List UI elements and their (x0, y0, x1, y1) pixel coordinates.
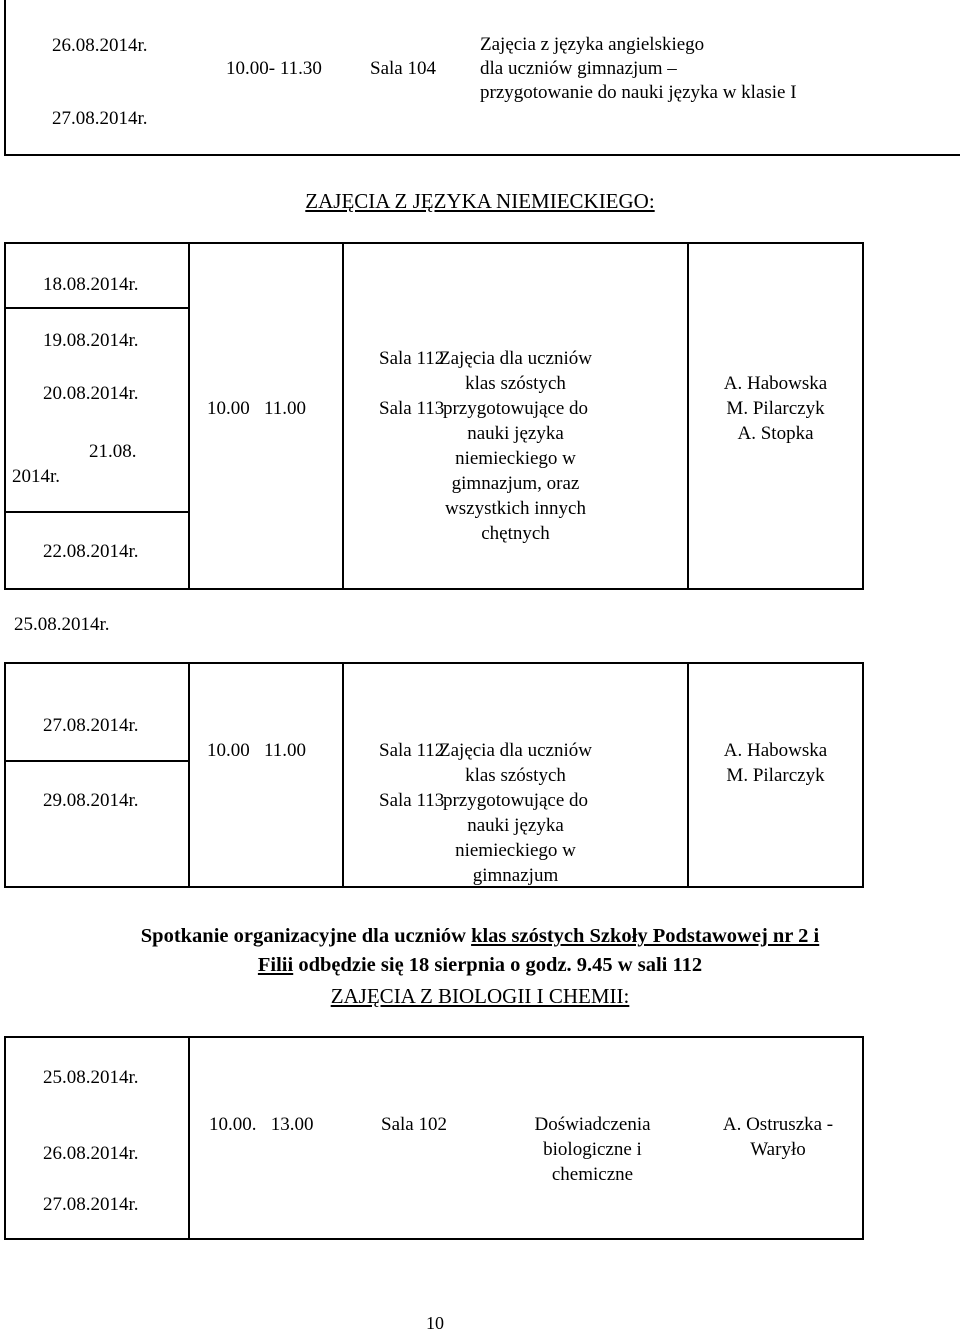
german2-teacher: A. Habowska (723, 740, 828, 761)
german2-description-line: nauki języka (467, 815, 564, 836)
german2-description-line: niemieckiego w (455, 840, 576, 861)
meeting-note-text: Spotkanie organizacyjne dla uczniów (140, 925, 472, 947)
biology-description (480, 1112, 705, 1187)
biology-teacher: Waryło (750, 1139, 806, 1160)
german1-description-line: klas szóstych (465, 373, 566, 394)
biology-date-1: 25.08.2014r. (43, 1067, 139, 1088)
english-description-line-3: przygotowanie do nauki języka w klasie I (480, 82, 797, 103)
german2-room-2: Sala 113 (379, 790, 445, 811)
german2-description (344, 738, 687, 888)
biology-heading: ZAJĘCIA Z BIOLOGII I CHEMII: (330, 984, 630, 1008)
biology-date-3: 27.08.2014r. (43, 1194, 139, 1215)
biology-date-2: 26.08.2014r. (43, 1143, 139, 1164)
german2-time: 10.00 11.00 (207, 740, 307, 761)
german1-date-4b: 2014r. (12, 466, 61, 487)
german1-description-line: Zajęcia dla uczniów (439, 348, 592, 369)
meeting-note-underlined: klas szóstych Szkoły Podstawowej nr 2 i (471, 925, 820, 947)
german1-description-line: nauki języka (467, 423, 564, 444)
english-time: 10.00- 11.30 (226, 58, 322, 79)
german1-date-1: 18.08.2014r. (43, 274, 139, 295)
biology-description-line: biologiczne i (543, 1139, 642, 1160)
german2-description-line: przygotowujące do (442, 790, 589, 811)
german-heading: ZAJĘCIA Z JĘZYKA NIEMIECKIEGO: (305, 189, 655, 213)
biology-teachers (696, 1112, 860, 1162)
german2-description-line: gimnazjum (472, 865, 559, 886)
german1-description-line: gimnazjum, oraz (451, 473, 580, 494)
german1-time: 10.00 11.00 (207, 398, 307, 419)
german2-date-2: 27.08.2014r. (43, 715, 139, 736)
biology-time: 10.00. 13.00 (209, 1114, 314, 1135)
page-number: 10 (426, 1313, 444, 1333)
german1-room-1: Sala 112 (379, 348, 445, 369)
german2-description-line: Zajęcia dla uczniów (439, 740, 592, 761)
german1-teacher: A. Stopka (737, 423, 814, 444)
biology-description-line: Doświadczenia (534, 1114, 651, 1135)
german1-description-line: wszystkich innych (445, 498, 586, 519)
german1-description-line: niemieckiego w (455, 448, 576, 469)
biology-teacher: A. Ostruszka - (722, 1114, 834, 1135)
german2-date-3: 29.08.2014r. (43, 790, 139, 811)
german2-description-line: klas szóstych (465, 765, 566, 786)
german2-room-1: Sala 112 (379, 740, 445, 761)
english-room: Sala 104 (370, 58, 436, 79)
english-description-line-1: Zajęcia z języka angielskiego (480, 34, 705, 55)
english-date-2: 27.08.2014r. (52, 108, 148, 129)
german1-teachers (689, 371, 862, 446)
german1-date-3: 20.08.2014r. (43, 383, 139, 404)
biology-room: Sala 102 (381, 1114, 447, 1135)
german1-description-line: przygotowujące do (442, 398, 589, 419)
german1-date-4a: 21.08. (89, 441, 137, 462)
german1-room-2: Sala 113 (379, 398, 445, 419)
meeting-note-line-2 (0, 952, 960, 978)
german1-description (344, 346, 687, 546)
meeting-note-line-1 (0, 923, 960, 949)
english-date-1: 26.08.2014r. (52, 35, 148, 56)
german2-date-1: 25.08.2014r. (14, 614, 110, 635)
meeting-note-underlined: Filii (257, 954, 294, 976)
german2-teacher: M. Pilarczyk (726, 765, 825, 786)
german1-description-line: chętnych (481, 523, 550, 544)
meeting-note-text: odbędzie się 18 sierpnia o godz. 9.45 w sali 112 (293, 954, 703, 976)
german1-date-2: 19.08.2014r. (43, 330, 139, 351)
german1-teacher: A. Habowska (723, 373, 828, 394)
german1-date-5: 22.08.2014r. (43, 541, 139, 562)
biology-description-line: chemiczne (551, 1164, 634, 1185)
german2-teachers (689, 738, 862, 788)
german1-teacher: M. Pilarczyk (726, 398, 825, 419)
english-description-line-2: dla uczniów gimnazjum – (480, 58, 677, 79)
